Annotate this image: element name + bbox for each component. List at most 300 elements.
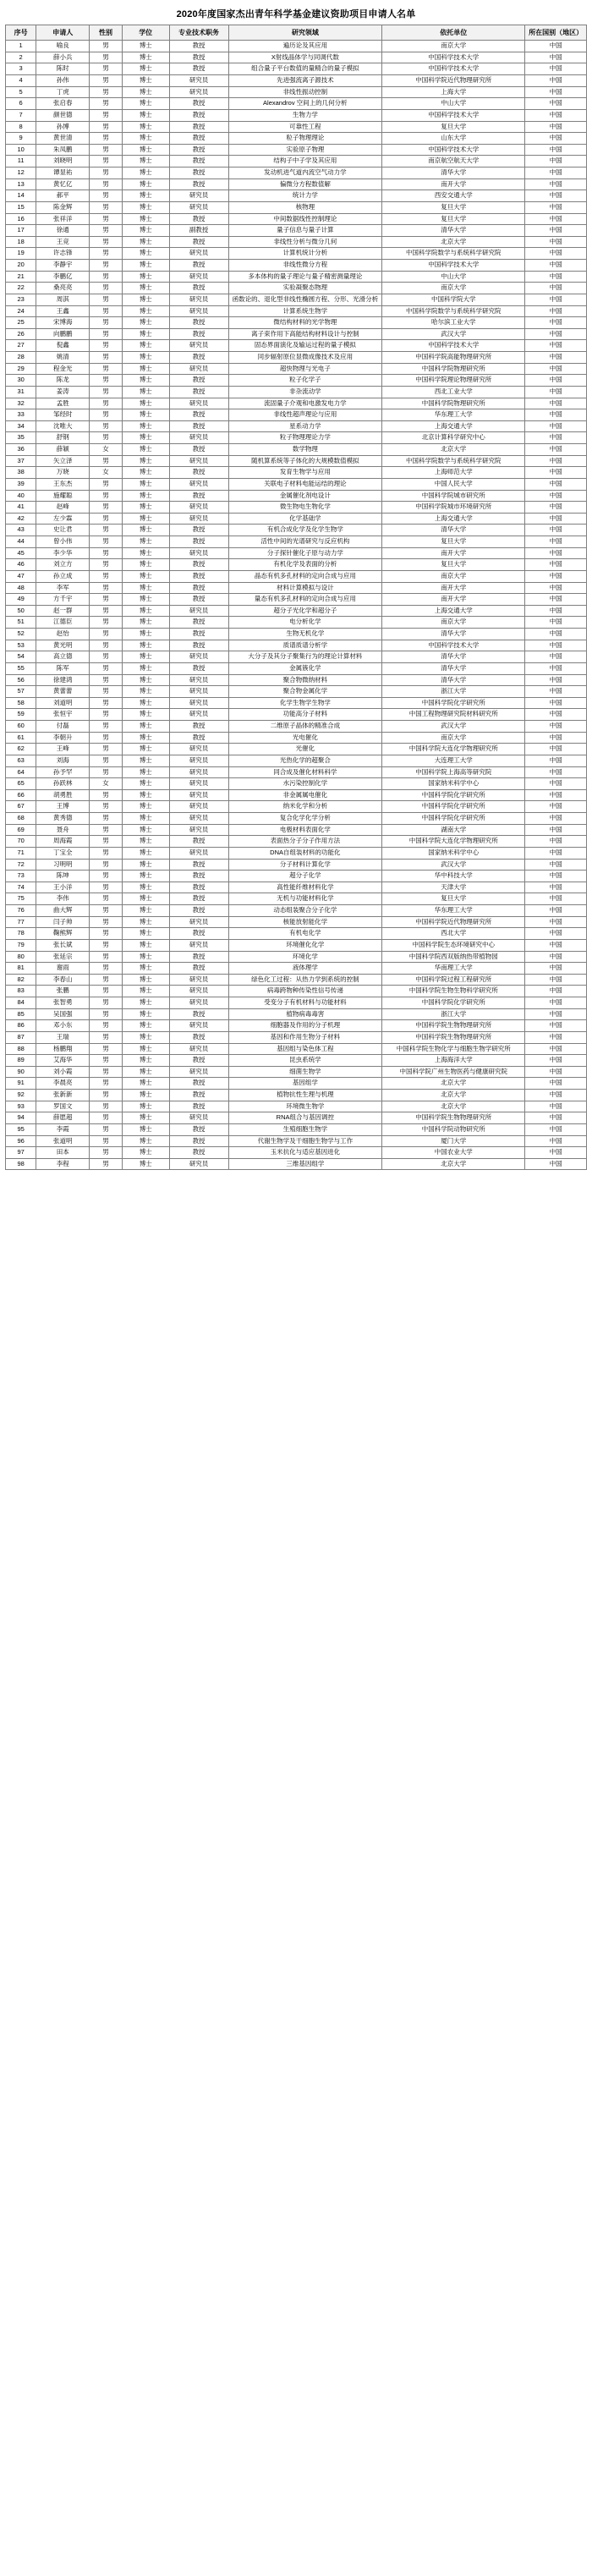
table-row [6,651,587,663]
row-degree: 博士 [122,617,169,629]
row-index: 65 [6,778,36,790]
row-country: 中国 [525,813,587,825]
table-row [6,179,587,190]
row-country: 中国 [525,824,587,836]
row-institution: 清华大学 [382,525,525,536]
table-row [6,789,587,801]
row-title: 研究员 [169,1112,228,1124]
row-index: 41 [6,502,36,514]
table-row [6,986,587,997]
row-degree: 博士 [122,41,169,52]
table-row [6,317,587,329]
row-field: 微生物电生物化学 [228,502,381,514]
row-field: 核能放射能化学 [228,916,381,928]
row-gender: 男 [90,536,123,548]
row-institution: 中国科学院动物研究所 [382,1123,525,1135]
row-degree: 博士 [122,997,169,1009]
row-degree: 博士 [122,352,169,364]
table-row [6,478,587,490]
row-index: 19 [6,248,36,260]
row-institution: 山东大学 [382,133,525,145]
row-degree: 博士 [122,1147,169,1159]
table-row [6,236,587,248]
table-row [6,1135,587,1147]
row-country: 中国 [525,1090,587,1101]
row-degree: 博士 [122,732,169,744]
row-gender: 男 [90,582,123,594]
row-institution: 哈尔滨工业大学 [382,317,525,329]
row-field: 二维原子晶体的精准合成 [228,721,381,733]
row-index: 1 [6,41,36,52]
row-applicant: 孟胜 [36,398,90,409]
row-degree: 博士 [122,398,169,409]
table-row [6,41,587,52]
row-country: 中国 [525,871,587,882]
row-country: 中国 [525,375,587,387]
table-row [6,168,587,179]
row-applicant: 张延宗 [36,951,90,963]
row-title: 教授 [169,582,228,594]
row-field: 基因组学 [228,1078,381,1090]
row-field: 实验原子物理 [228,144,381,156]
row-title: 研究员 [169,478,228,490]
row-index: 87 [6,1031,36,1043]
row-gender: 男 [90,248,123,260]
row-country: 中国 [525,201,587,213]
row-title: 教授 [169,260,228,272]
row-title: 教授 [169,721,228,733]
row-field: 金属催化剂电设计 [228,490,381,502]
row-title: 研究员 [169,1066,228,1078]
table-row [6,375,587,387]
row-title: 教授 [169,871,228,882]
row-country: 中国 [525,41,587,52]
row-title: 教授 [169,409,228,421]
row-field: 有机化学及表面的分析 [228,559,381,571]
row-country: 中国 [525,467,587,479]
row-index: 80 [6,951,36,963]
row-institution: 中国科学院物理研究所 [382,363,525,375]
table-row [6,1123,587,1135]
row-applicant: 姚清 [36,352,90,364]
table-row [6,409,587,421]
row-field: 分子探针催化子原与动力学 [228,547,381,559]
row-index: 39 [6,478,36,490]
row-title: 研究员 [169,709,228,721]
row-applicant: 李朝升 [36,732,90,744]
row-field: 质谱质谱分析学 [228,640,381,651]
row-field: 高性能纤维材料化学 [228,882,381,893]
table-row [6,133,587,145]
row-field: 粒子物理理论 [228,133,381,145]
table-row [6,352,587,364]
table-row [6,732,587,744]
table-row [6,570,587,582]
table-row [6,709,587,721]
row-country: 中国 [525,951,587,963]
row-applicant: 李霞 [36,1123,90,1135]
row-title: 教授 [169,328,228,340]
row-index: 98 [6,1158,36,1170]
row-country: 中国 [525,732,587,744]
row-applicant: 黄忆亿 [36,179,90,190]
row-institution: 中国科学院大学 [382,294,525,305]
row-country: 中国 [525,133,587,145]
table-row [6,294,587,305]
row-applicant: 邹经时 [36,409,90,421]
row-institution: 大连理工大学 [382,755,525,766]
row-degree: 博士 [122,260,169,272]
row-field: 活性中间的光谱研究与反应机构 [228,536,381,548]
row-applicant: 李军 [36,582,90,594]
row-index: 28 [6,352,36,364]
row-applicant: 鞠熊辉 [36,928,90,940]
row-index: 71 [6,847,36,859]
row-gender: 男 [90,1090,123,1101]
row-title: 研究员 [169,1043,228,1055]
table-row [6,1031,587,1043]
row-degree: 博士 [122,939,169,951]
row-institution: 北京计算科学研究中心 [382,432,525,444]
row-index: 22 [6,283,36,294]
row-applicant: 舒钢 [36,432,90,444]
row-title: 教授 [169,352,228,364]
row-index: 97 [6,1147,36,1159]
row-index: 46 [6,559,36,571]
row-country: 中国 [525,859,587,871]
row-gender: 男 [90,190,123,202]
row-title: 教授 [169,236,228,248]
row-field: 动态组装聚合分子化学 [228,905,381,917]
row-country: 中国 [525,974,587,986]
row-title: 教授 [169,1123,228,1135]
row-degree: 博士 [122,121,169,133]
row-field: 水污染控制化学 [228,778,381,790]
row-institution: 中国科学院化学研究所 [382,813,525,825]
row-gender: 男 [90,1123,123,1135]
row-field: 星系动力学 [228,420,381,432]
row-gender: 男 [90,766,123,778]
table-row [6,766,587,778]
row-title: 教授 [169,525,228,536]
row-field: X射线晶体学与同调代数 [228,52,381,63]
row-applicant: 桑亮亮 [36,283,90,294]
table-row [6,755,587,766]
row-title: 教授 [169,905,228,917]
row-applicant: 张恒宇 [36,709,90,721]
row-title: 教授 [169,420,228,432]
row-field: 发育生物学与应用 [228,467,381,479]
row-title: 研究员 [169,755,228,766]
row-index: 78 [6,928,36,940]
table-row [6,582,587,594]
row-country: 中国 [525,905,587,917]
row-title: 教授 [169,52,228,63]
table-row [6,75,587,87]
row-title: 教授 [169,1101,228,1112]
row-country: 中国 [525,547,587,559]
row-index: 18 [6,236,36,248]
row-title: 研究员 [169,939,228,951]
row-gender: 男 [90,328,123,340]
row-index: 8 [6,121,36,133]
row-country: 中国 [525,168,587,179]
row-institution: 南京大学 [382,283,525,294]
row-title: 教授 [169,963,228,975]
row-degree: 博士 [122,98,169,110]
row-field: 金属簇化学 [228,662,381,674]
row-title: 研究员 [169,432,228,444]
row-index: 59 [6,709,36,721]
row-institution: 中国科学院理论物理研究所 [382,375,525,387]
row-gender: 男 [90,98,123,110]
row-country: 中国 [525,398,587,409]
row-applicant: 程金光 [36,363,90,375]
row-index: 9 [6,133,36,145]
row-gender: 男 [90,801,123,813]
row-applicant: 薛愿超 [36,1112,90,1124]
row-field: 发动机进气道内流空气动力学 [228,168,381,179]
column-header-institution: 依托单位 [382,25,525,41]
row-applicant: 周淇 [36,294,90,305]
row-degree: 博士 [122,882,169,893]
row-country: 中国 [525,525,587,536]
row-gender: 男 [90,225,123,237]
row-institution: 西北大学 [382,928,525,940]
row-institution: 西安交通大学 [382,190,525,202]
row-index: 16 [6,213,36,225]
row-applicant: 艾海华 [36,1055,90,1067]
row-title: 教授 [169,41,228,52]
table-row [6,1090,587,1101]
row-degree: 博士 [122,801,169,813]
row-field: 代谢生物学及干细胞生物学与工作 [228,1135,381,1147]
row-applicant: 王瑞 [36,1031,90,1043]
row-gender: 男 [90,1101,123,1112]
row-applicant: 颜世德 [36,109,90,121]
row-gender: 男 [90,697,123,709]
row-gender: 男 [90,432,123,444]
row-field: 关联电子材料电能运结的理论 [228,478,381,490]
row-index: 12 [6,168,36,179]
row-index: 11 [6,156,36,168]
row-index: 79 [6,939,36,951]
row-institution: 中国科学院城市研究所 [382,490,525,502]
row-index: 75 [6,893,36,905]
table-row [6,916,587,928]
row-applicant: 陈坤 [36,871,90,882]
row-gender: 男 [90,109,123,121]
row-country: 中国 [525,86,587,98]
row-country: 中国 [525,283,587,294]
row-degree: 博士 [122,1008,169,1020]
row-title: 研究员 [169,294,228,305]
row-country: 中国 [525,409,587,421]
row-gender: 男 [90,916,123,928]
row-gender: 男 [90,1147,123,1159]
row-degree: 博士 [122,386,169,398]
row-field: 先进强流离子源技术 [228,75,381,87]
row-institution: 复旦大学 [382,559,525,571]
table-row [6,467,587,479]
row-title: 研究员 [169,363,228,375]
row-country: 中国 [525,674,587,686]
row-index: 15 [6,201,36,213]
row-institution: 武汉大学 [382,721,525,733]
row-index: 57 [6,686,36,698]
row-country: 中国 [525,52,587,63]
table-row [6,52,587,63]
row-applicant: 聂舟 [36,824,90,836]
column-header-index: 序号 [6,25,36,41]
row-index: 13 [6,179,36,190]
table-row [6,813,587,825]
row-field: 环境微生物学 [228,1101,381,1112]
row-title: 研究员 [169,605,228,617]
table-row [6,640,587,651]
row-gender: 男 [90,709,123,721]
row-institution: 上海师范大学 [382,467,525,479]
row-institution: 北京大学 [382,1101,525,1112]
row-index: 29 [6,363,36,375]
row-degree: 博士 [122,859,169,871]
row-index: 91 [6,1078,36,1090]
row-institution: 中国科学院大连化学物理研究所 [382,744,525,755]
row-gender: 男 [90,893,123,905]
row-index: 21 [6,271,36,283]
row-field: DNA自组装材料的功能化 [228,847,381,859]
row-gender: 男 [90,629,123,640]
row-country: 中国 [525,1112,587,1124]
row-gender: 男 [90,213,123,225]
row-country: 中国 [525,502,587,514]
row-country: 中国 [525,75,587,87]
row-index: 23 [6,294,36,305]
row-applicant: 丁虎 [36,86,90,98]
row-country: 中国 [525,248,587,260]
table-row [6,63,587,75]
row-title: 教授 [169,1090,228,1101]
row-country: 中国 [525,928,587,940]
row-index: 84 [6,997,36,1009]
row-country: 中国 [525,721,587,733]
row-institution: 北京大学 [382,1158,525,1170]
row-institution: 中国工程物理研究院材料研究所 [382,709,525,721]
row-index: 76 [6,905,36,917]
row-degree: 博士 [122,744,169,755]
row-degree: 博士 [122,594,169,606]
row-degree: 博士 [122,1066,169,1078]
row-field: 粒子化学子 [228,375,381,387]
row-field: 离子束作用下高能结构材料设计与控制 [228,328,381,340]
row-applicant: 张启春 [36,98,90,110]
row-index: 86 [6,1020,36,1032]
table-row [6,1158,587,1170]
row-applicant: 张鹏 [36,986,90,997]
row-index: 96 [6,1135,36,1147]
row-country: 中国 [525,651,587,663]
row-degree: 博士 [122,225,169,237]
row-degree: 博士 [122,144,169,156]
row-field: 数学物理 [228,444,381,456]
row-degree: 博士 [122,686,169,698]
row-gender: 男 [90,1066,123,1078]
row-field: 可靠性工程 [228,121,381,133]
row-title: 研究员 [169,75,228,87]
row-field: 植物抗性生理与机理 [228,1090,381,1101]
row-field: 流固量子介观和电激发电力学 [228,398,381,409]
row-field: 晶态有机多孔材料的定向合成与应用 [228,570,381,582]
row-title: 教授 [169,1055,228,1067]
table-row [6,1147,587,1159]
row-institution: 南开大学 [382,582,525,594]
row-index: 62 [6,744,36,755]
row-country: 中国 [525,893,587,905]
row-gender: 男 [90,744,123,755]
row-index: 81 [6,963,36,975]
row-institution: 中国科学技术大学 [382,109,525,121]
row-gender: 女 [90,467,123,479]
row-index: 32 [6,398,36,409]
row-index: 93 [6,1101,36,1112]
row-field: 遍历论及其应用 [228,41,381,52]
row-applicant: 孙立成 [36,570,90,582]
row-applicant: 万晓 [36,467,90,479]
row-degree: 博士 [122,63,169,75]
row-field: 非线性振动控制 [228,86,381,98]
row-country: 中国 [525,305,587,317]
row-applicant: 曲大辉 [36,905,90,917]
row-title: 研究员 [169,1020,228,1032]
row-degree: 博士 [122,697,169,709]
row-field: 环境化学 [228,951,381,963]
row-index: 64 [6,766,36,778]
row-institution: 上海大学 [382,86,525,98]
row-degree: 博士 [122,1123,169,1135]
row-gender: 男 [90,86,123,98]
row-field: 偏微分方程数值解 [228,179,381,190]
row-gender: 男 [90,640,123,651]
table-row [6,260,587,272]
row-gender: 男 [90,168,123,179]
table-row [6,744,587,755]
row-gender: 男 [90,52,123,63]
row-gender: 男 [90,294,123,305]
row-institution: 北京大学 [382,236,525,248]
row-field: 细菌生物学 [228,1066,381,1078]
row-country: 中国 [525,766,587,778]
row-applicant: 王峰 [36,744,90,755]
row-index: 70 [6,836,36,848]
row-title: 研究员 [169,974,228,986]
row-index: 74 [6,882,36,893]
row-index: 43 [6,525,36,536]
row-field: 量子信息与量子计算 [228,225,381,237]
table-row [6,328,587,340]
row-country: 中国 [525,225,587,237]
row-index: 24 [6,305,36,317]
row-degree: 博士 [122,559,169,571]
row-institution: 上海海洋大学 [382,1055,525,1067]
row-degree: 博士 [122,1031,169,1043]
row-gender: 男 [90,236,123,248]
table-row [6,98,587,110]
row-applicant: 谢雨 [36,963,90,975]
row-applicant: 矢立泽 [36,455,90,467]
column-header-title: 专业技术职务 [169,25,228,41]
row-index: 77 [6,916,36,928]
row-gender: 男 [90,1135,123,1147]
